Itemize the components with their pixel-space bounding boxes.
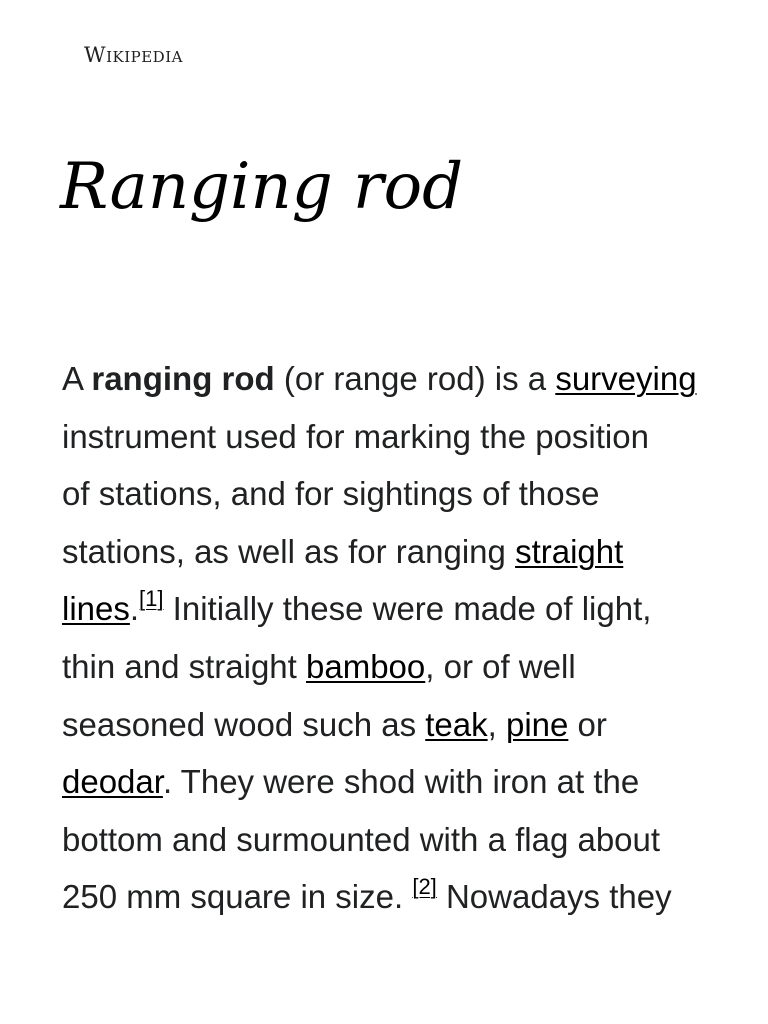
paragraph-line [62,580,702,638]
link-straight-lines[interactable]: lines [62,590,130,628]
text-run: A [62,360,92,397]
text-run: Initially these were made of light, [163,590,652,628]
paragraph-line [62,811,702,869]
paragraph-line [62,350,702,408]
link-pine[interactable]: pine [505,705,569,743]
text-run: , or of well [425,647,576,685]
paragraph-line [62,408,702,466]
reference-link-1[interactable]: [1] [139,586,164,612]
paragraph-line [62,465,702,523]
reference-1 [139,586,163,611]
text-run: 250 mm square in size. [62,878,413,916]
link-straight-lines[interactable]: straight [515,532,624,570]
text-run: Nowadays they [436,878,672,916]
paragraph-line [62,638,702,696]
text-run: seasoned wood such as [62,705,426,743]
article-paragraph [62,350,702,926]
text-run: , [487,705,506,743]
text-run: stations, as well as for ranging [62,532,516,570]
link-surveying[interactable]: surveying [555,360,697,397]
link-teak[interactable]: teak [425,705,488,743]
bold-term: ranging rod [91,360,275,397]
paragraph-line [62,868,702,926]
text-run: (or range rod) is a [274,360,556,397]
text-run: instrument used for marking the position [62,417,649,455]
reference-link-2[interactable]: [2] [412,874,437,900]
text-run: . [129,590,140,628]
text-run: . They were shod with iron at the [162,763,640,801]
reference-2 [412,874,436,899]
text-run: thin and straight [62,647,306,685]
link-deodar[interactable]: deodar [62,763,163,801]
paragraph-line [62,696,702,754]
page-title: Ranging rod [60,150,464,224]
paragraph-line [62,753,702,811]
text-run: of stations, and for sightings of those [62,475,600,513]
wikipedia-wordmark[interactable]: Wikipedia [84,43,183,67]
text-run: or [568,705,607,743]
paragraph-line [62,523,702,581]
link-bamboo[interactable]: bamboo [306,647,426,685]
text-run: bottom and surmounted with a flag about [62,820,661,858]
